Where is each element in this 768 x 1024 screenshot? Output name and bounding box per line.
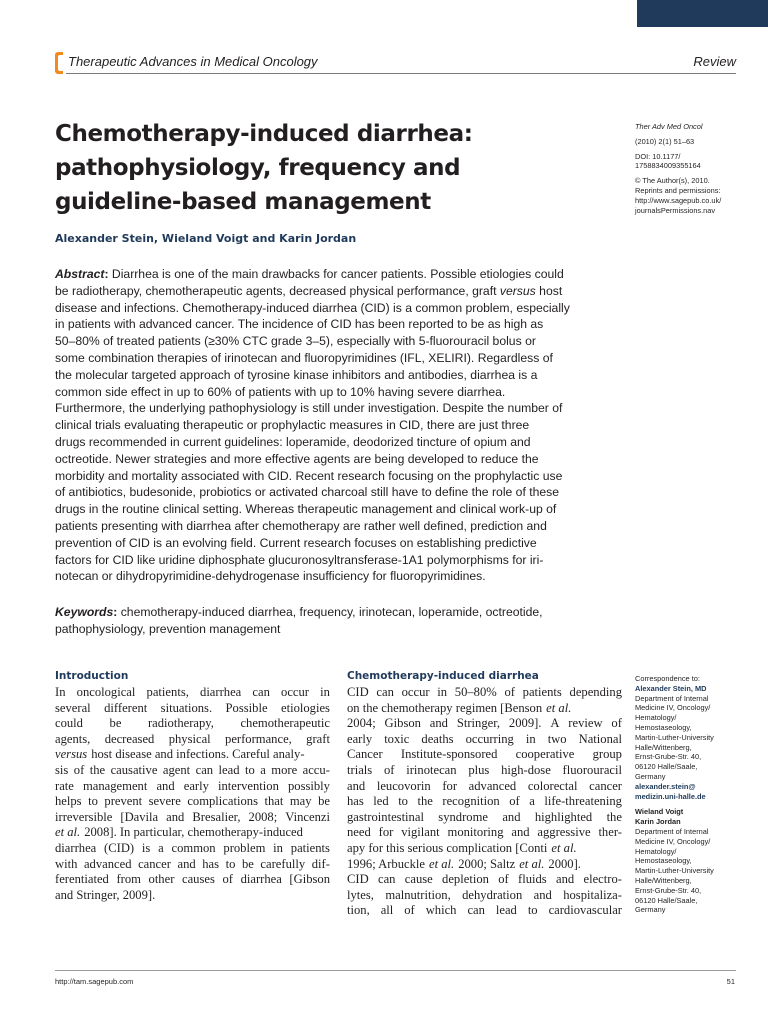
address-line: 06120 Halle/Saale,	[635, 762, 698, 772]
cite-reprints: Reprints and permissions:	[635, 185, 721, 195]
address-line: Department of Internal	[635, 826, 709, 836]
body-line: apy for this serious complication [Conti et al.	[347, 840, 577, 855]
address-line: 06120 Halle/Saale,	[635, 895, 698, 905]
body-line: and Stringer, 2009].	[55, 887, 156, 902]
keywords-line: chemotherapy-induced diarrhea, frequency, irinotecan, loperamide, octreotide,	[120, 605, 543, 619]
abstract-label: Abstract	[55, 267, 105, 281]
abstract-line: some combination therapies of irinotecan and fluoropyrimidines (IFL, XELIRI). Regardless of	[55, 350, 553, 365]
keywords-line: pathophysiology, prevention management	[55, 621, 281, 636]
body-line: gastrointestinal syndrome and highlighted the	[347, 809, 622, 824]
body-line: with advanced cancer and has to be carefully dif-	[55, 856, 330, 871]
body-line: early toxic deaths occurring in two National	[347, 731, 622, 746]
author-name: Wieland Voigt	[635, 807, 684, 817]
footer-rule	[55, 970, 736, 971]
address-line: Halle/Wittenberg,	[635, 742, 692, 752]
corner-color-block	[637, 0, 768, 27]
abstract-line: notecan or dihydropyrimidine-dehydrogenase insufficiency for fluoropyrimidines.	[55, 569, 486, 584]
cite-url: http://www.sagepub.co.uk/	[635, 195, 722, 205]
abstract-line: common side effect in up to 60% of patients with up to 10% having severe diarrhea.	[55, 384, 506, 399]
body-line: several different situations. Possible etiologies	[55, 700, 330, 715]
abstract-line: in patients with advanced cancer. The incidence of CID has been reported to be as high as	[55, 317, 544, 332]
body-line: agents, decreased physical performance, graft	[55, 731, 330, 746]
cite-url-path: journalsPermissions.nav	[635, 205, 716, 215]
body-line: could be radiotherapy, chemotherapeutic	[55, 716, 330, 731]
correspondence-label: Correspondence to:	[635, 674, 700, 683]
abstract-line: the molecular targeted approach of tyrosine kinase inhibitors and antibodies, diarrhea is a	[55, 367, 538, 382]
body-line: rate management and early intervention possibly	[55, 778, 330, 793]
abstract-line: factors for CID like uridine diphosphate glucuronosyltransferase-1A1 polymorphisms for iri-	[55, 552, 544, 567]
cite-doi: DOI: 10.1177/	[635, 151, 681, 161]
email-link[interactable]: alexander.stein@	[635, 781, 696, 791]
body-line: diarrhea (CID) is a common problem in patients	[55, 840, 330, 855]
address-line: Medicine IV, Oncology/	[635, 836, 711, 846]
address-line: Ernst-Grube-Str. 40,	[635, 885, 702, 895]
section-heading: Chemotherapy-induced diarrhea	[347, 670, 539, 682]
abstract-line: octreotide. Newer strategies and more effective agents are being developed to reduce the	[55, 451, 539, 466]
body-line: CID can cause depletion of fluids and electro-	[347, 872, 622, 887]
address-line: Halle/Wittenberg,	[635, 875, 692, 885]
article-title	[55, 117, 615, 219]
abstract-line: 50–80% of treated patients (≥30% CTC grade 3–5), especially with 5-fluorouracil bolus or	[55, 334, 536, 349]
body-line: has led to the recognition of a life-threatening	[347, 794, 622, 809]
abstract: Abstract: Diarrhea is one of the main drawbacks for cancer patients. Possible etiologies could be radiotherapy, chemotherapeutic agents, decreased physical performance, graft versus host disease and infections. Chemotherapy-induced diarrhea (CID) is a common problem, especially in patients with advanced cancer. The incidence of CID has been reported to be as high as 50–80% of treated patients (≥30% CTC grade 3–5), especially with 5-fluorouracil bolus or some combination therapies of irinotecan and fluoropyrimidines (IFL, XELIRI). Regardless of the molecular targeted approach of tyrosine kinase inhibitors and antibodies, diarrhea is a common side effect in up to 60% of patients with up to 10% having severe diarrhea. Furthermore, the underlying pathophysiology is still under investigation. Despite the number of clinical trials evaluating therapeutic or prophylactic measures in CID, there are just three drugs recommended in current guidelines: loperamide, deodorized tincture of opium and octreotide. Newer strategies and more effective agents are being developed to reduce the morbidity and mortality associated with CID. Recent research focusing on the prophylactic use of antibiotics, budesonide, probiotics or activated charcoal still have to define the role of these drugs in the routine clinical setting. Whereas therapeutic management and clinical work-up of patients presenting with diarrhea after chemotherapy are rather well defined, prediction and prevention of CID is an evolving field. Current research focuses on establishing predictive factors for CID like uridine diphosphate glucuronosyltransferase-1A1 polymorphisms for iri- notecan or dihydropyrimidine-dehydrogenase insufficiency for fluoropyrimidines.	[55, 266, 621, 585]
body-line: need for vigilant monitoring and aggressive ther-	[347, 825, 622, 840]
journal-name: Therapeutic Advances in Medical Oncology	[68, 54, 318, 69]
body-line: ferentiated from other causes of diarrhea [Gibson	[55, 872, 330, 887]
address-line: Hematology/	[635, 713, 677, 723]
correspondence	[635, 674, 714, 915]
address-line: Department of Internal	[635, 693, 709, 703]
abstract-line: Diarrhea is one of the main drawbacks for cancer patients. Possible etiologies could	[111, 267, 564, 281]
address-line: Ernst-Grube-Str. 40,	[635, 752, 702, 762]
body-line: irreversible [Davila and Bresalier, 2008; Vincenzi	[55, 809, 330, 824]
abstract-italic-word: versus	[499, 283, 536, 298]
cite-volume: (2010) 2(1) 51–63	[635, 136, 695, 146]
cite-copyright: © The Author(s), 2010.	[635, 176, 710, 186]
introduction-section	[55, 669, 330, 903]
body-line: CID can occur in 50–80% of patients depending	[347, 685, 622, 699]
body-line: versus host disease and infections. Careful analy-	[55, 747, 305, 762]
page-number: 51	[726, 977, 735, 986]
body-line: tion, all of which can lead to cardiovascular	[347, 903, 622, 918]
address-line: Medicine IV, Oncology/	[635, 703, 711, 713]
email-link[interactable]: medizin.uni-halle.de	[635, 791, 706, 801]
cite-doi-number: 1758834009355164	[635, 161, 701, 171]
address-line: Germany	[635, 905, 666, 915]
abstract-line: drugs recommended in current guidelines: loperamide, deodorized tincture of opium and	[55, 434, 531, 449]
body-line: trials of irinotecan plus high-dose fluorouracil	[347, 762, 622, 777]
author-name: Alexander Stein, MD	[635, 683, 707, 693]
body-line: 2004; Gibson and Stringer, 2009]. A review of	[347, 716, 622, 731]
running-header	[55, 52, 736, 72]
abstract-line: morbidity and mortality associated with CID. Recent research focusing on the prophylactic use	[55, 468, 563, 483]
address-line: Hematology/	[635, 846, 677, 856]
abstract-line: clinical trials evaluating therapeutic or prophylactic measures in CID, there are just three	[55, 418, 530, 433]
keywords-label: Keywords	[55, 605, 114, 619]
cite-journal: Ther Adv Med Oncol	[635, 122, 703, 131]
abstract-line: patients presenting with diarrhea after chemotherapy are rather well defined, prediction and	[55, 518, 547, 533]
author-name: Karin Jordan	[635, 817, 681, 827]
abstract-line: prevention of CID is an evolving field. Current research focuses on establishing predictive	[55, 535, 537, 550]
abstract-line: of antibiotics, budesonide, probiotics or activated charcoal still have to define the role of these	[55, 485, 560, 500]
abstract-line: be radiotherapy, chemotherapeutic agents, decreased physical performance, graft	[55, 283, 500, 298]
address-line: Germany	[635, 771, 666, 781]
address-line: Hemostaseology,	[635, 722, 692, 732]
address-line: Martin-Luther-University	[635, 732, 714, 742]
body-line: on the chemotherapy regimen [Benson et al.	[347, 700, 572, 715]
keywords: Keywords: chemotherapy-induced diarrhea, frequency, irinotecan, loperamide, octreotide, pathophysiology, prevention management	[55, 604, 621, 638]
section-heading: Introduction	[55, 670, 129, 682]
footer-url[interactable]: http://tam.sagepub.com	[55, 977, 134, 986]
address-line: Hemostaseology,	[635, 856, 692, 866]
journal-logo-mark	[55, 52, 63, 74]
abstract-word: host	[535, 283, 563, 298]
body-line: helps to prevent severe complications that may be	[55, 794, 330, 809]
cid-section	[347, 669, 622, 919]
citation-info	[635, 122, 721, 215]
body-line: 1996; Arbuckle et al. 2000; Saltz et al. 2000].	[347, 856, 581, 871]
header-rule	[66, 73, 736, 74]
body-line: Cancer Institute-sponsored cooperative group	[347, 747, 622, 762]
abstract-line: Furthermore, the underlying pathophysiology is still under investigation. Despite the number of	[55, 401, 563, 416]
body-line: and leucovorin for advanced colorectal cancer	[347, 778, 622, 793]
title-line: pathophysiology, frequency and	[55, 155, 461, 181]
title-line: guideline-based management	[55, 189, 431, 215]
address-line: Martin-Luther-University	[635, 866, 714, 876]
body-line: et al. 2008]. In particular, chemotherapy-induced	[55, 825, 303, 840]
abstract-line: disease and infections. Chemotherapy-induced diarrhea (CID) is a common problem, especially	[55, 300, 570, 315]
author-list: Alexander Stein, Wieland Voigt and Karin Jordan	[55, 232, 357, 245]
body-line: lytes, malnutrition, dehydration and hospitaliza-	[347, 887, 622, 902]
body-line: sis of the causative agent can lead to a more accu-	[55, 762, 330, 777]
article-type: Review	[693, 54, 736, 69]
body-line: In oncological patients, diarrhea can occur in	[55, 685, 330, 699]
abstract-line: drugs in the routine clinical setting. Whereas therapeutic management and clinical work-up of	[55, 502, 557, 517]
title-line: Chemotherapy-induced diarrhea:	[55, 121, 473, 147]
